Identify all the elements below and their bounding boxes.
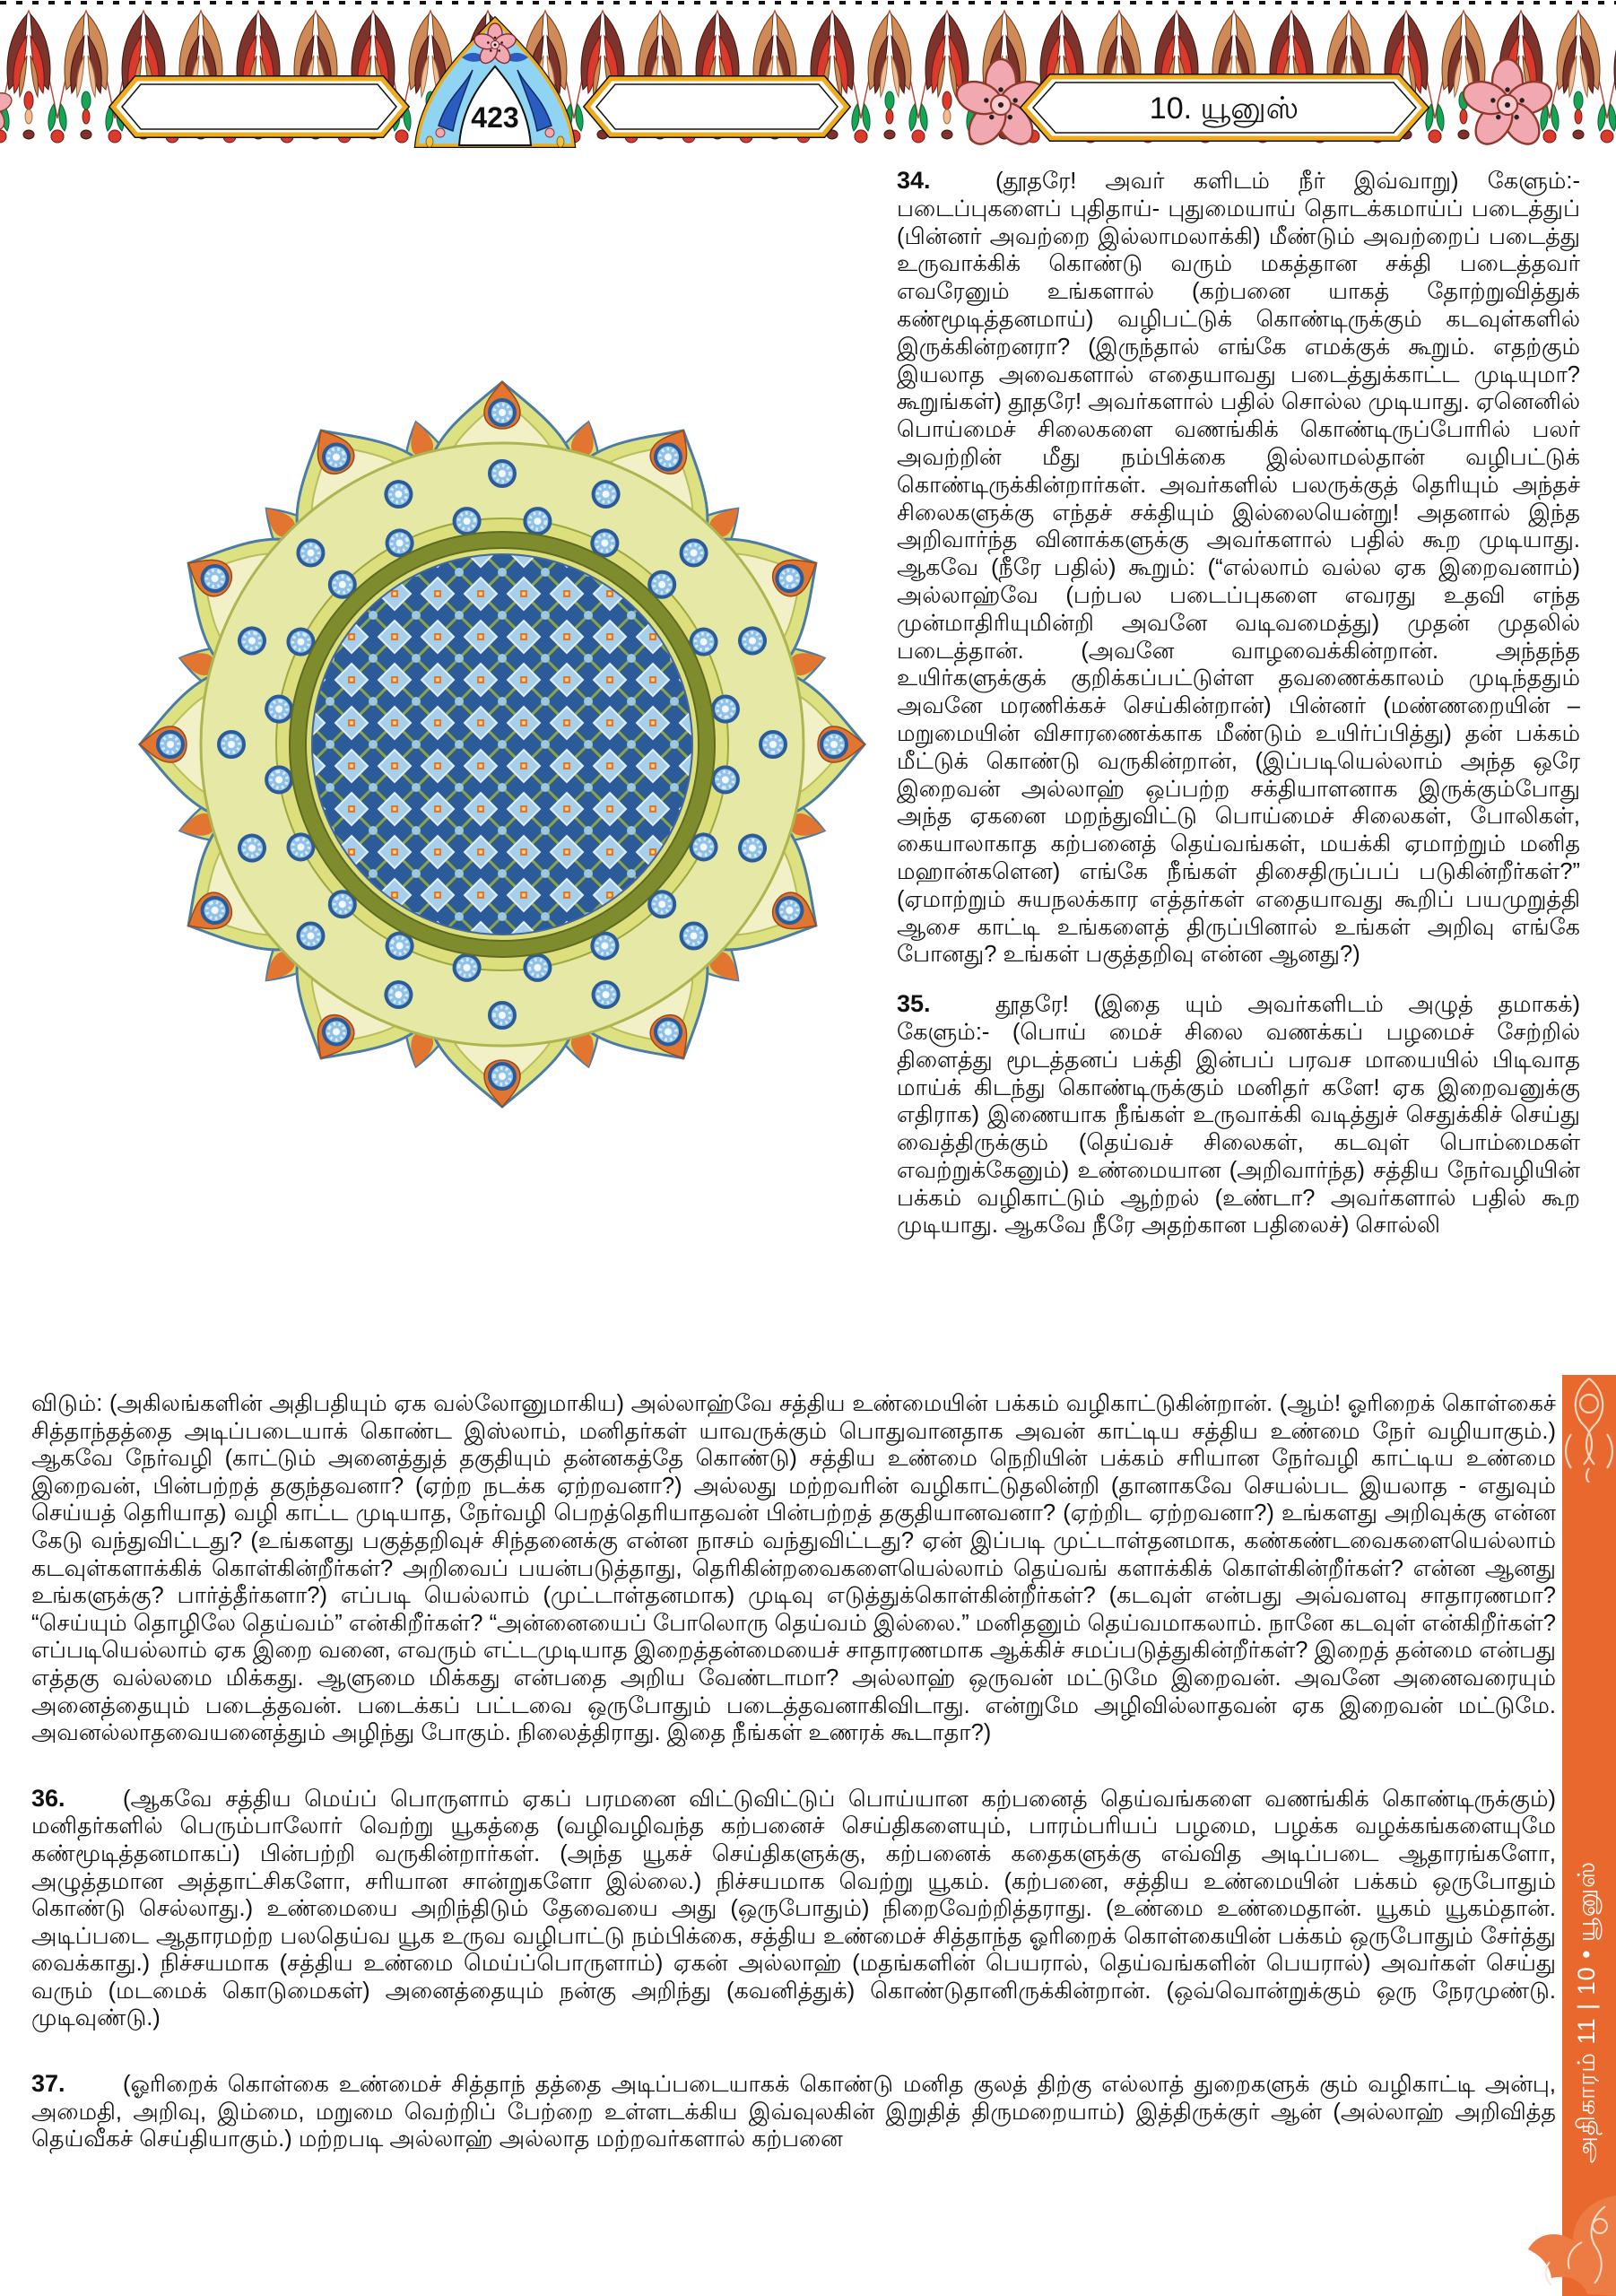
cartouche-surah-title (1024, 77, 1425, 138)
verse-35-text: தூதரே! (இதை யும் அவர்களிடம் அழுத் தமாகக்) கேளும்:- (பொய் மைச் சிலை வணக்கப் பழமைச் சேற்றில் திளைத்து மூடத்தனப் பக்தி இன்பப் பரவச மாயையில் பிடிவாத மாய்க் கிடந்து கொண்டிருக்கும் மனிதர் களே! ஏக இறைவனுக்கு எதிராக) இணையாக நீங்கள் உருவாக்கி வடித்துச் செதுக்கிச் செய்து வைத்திருக்கும் (தெய்வச் சிலைகள், கடவுள் பொம்மைகள் எவற்றுக்கேனும்) உண்மையான (அறிவார்ந்த) சத்திய நேர்வழியின் பக்கம் வழிகாட்டும் ஆற்றல் (உண்டா? அவர்களால் பதில் கூற முடியாது. ஆகவே நீரே அதற்கான பதிலைச்) சொல்லி (897, 992, 1580, 1239)
verse-34-number: 34. (897, 167, 931, 194)
sidebar-label-wrap (1562, 1823, 1616, 2200)
verse-37 (31, 2070, 1556, 2153)
geometric-lattice-center (312, 554, 692, 935)
verse-36-number: 36. (31, 1784, 65, 1812)
verse-36 (31, 1785, 1556, 2032)
verse-column (897, 167, 1580, 1261)
verse-34-text: (தூதரே! அவர் களிடம் நீர் இவ்வாறு) கேளும்:- படைப்புகளைப் புதிதாய்- புதுமையாய் தொடக்கமாய்ப் படைத்துப் (பின்னர் அவற்றை இல்லாமலாக்கி) மீண்டும் அவற்றைப் படைத்து உருவாக்கிக் கொண்டு வரும் மகத்தான சக்தி படைத்தவர் எவரேனும் உங்களால் (கற்பனை யாகத் தோற்றுவித்துக் கண்மூடித்தனமாய்) வழிபட்டுக் கொண்டிருக்கும் கடவுள்களில் இருக்கின்றனரா? (இருந்தால் எங்கே எமக்குக் கூறும். எதற்கும் இயலாத அவைகளால் எதையாவது படைத்துக்காட்ட முடியுமா? கூறுங்கள்) தூதரே! அவர்களால் பதில் சொல்ல முடியாது. ஏனெனில் பொய்மைச் சிலைகளை வணங்கிக் கொண்டிருப்போரில் பலர் அவற்றின் மீது நம்பிக்கை இல்லாமல்தான் வழிபட்டுக் கொண்டிருக்கின்றார்கள். அவர்களில் பலருக்குத் தெரியும் அந்தச் சிலைகளுக்கு எந்தச் சக்தியும் இல்லையென்று! அதனால் இந்த அறிவார்ந்த வினாக்களுக்கு அவர்களால் பதில் கூற முடியாது. ஆகவே (நீரே பதில்) கூறும்: (“எல்லாம் வல்ல ஏக இறைவனாம்) அல்லாஹ்வே (பற்பல படைப்புகளை எவரது உதவி எந்த முன்மாதிரியுமின்றி அவனே வடிவமைத்து) முதன் முதலில் படைத்தான். (அவனே வாழவைக்கின்றான். அந்தந்த உயிர்களுக்குக் குறிக்கப்பட்டுள்ள தவணைக்காலம் முடிந்ததும் அவனே மரணிக்கச் செய்கின்றான்) பின்னர் (மண்ணறையின் – மறுமையின் விசாரணைக்காக மீண்டும் உயிர்ப்பித்து) தன் பக்கம் மீட்டுக் கொண்டு வருகின்றான், (இப்படியெல்லாம் அந்த ஒரே இறைவன் அல்லாஹ் ஒப்பற்ற சக்தியாளனாக இருக்கும்போது அந்த ஏகனை மறந்துவிட்டு பொய்மைச் சிலைகள், போலிகள், கையாலாகாத கற்பனைத் தெய்வங்கள், மயக்கி ஏமாற்றும் மனித மஹான்களென) எங்கே நீங்கள் திசைதிருப்பப் படுகின்றீர்கள்?” (ஏமாற்றும் சுயநலக்கார எத்தர்கள் எதையாவது கூறிப் பயமுறுத்தி ஆசை காட்டி உங்களைத் திருப்பினால் உங்கள் அறிவு எங்கே போனது? உங்கள் பகுத்தறிவு என்ன ஆனது?) (897, 169, 1580, 968)
verse-37-number: 37. (31, 2070, 65, 2098)
verse-36-text: (ஆகவே சத்திய மெய்ப் பொருளாம் ஏகப் பரமனை விட்டுவிட்டுப் பொய்யான கற்பனைத் தெய்வங்களை வணங்கிக் கொண்டிருக்கும்) மனிதர்களில் பெரும்பாலோர் வெற்று யூகத்தை (வழிவழிவந்த கற்பனைச் செய்திகளையும், பாரம்பரியப் பழமை, பழக்க வழக்கங்களையுமே கண்மூடித்தனமாகப்) பின்பற்றி வருகின்றார்கள். (அந்த யூகச் செய்திகளுக்கு, கற்பனைக் கதைகளுக்கு எவ்வித அடிப்படை ஆதாரங்களோ, அழுத்தமான அத்தாட்சிகளோ, சரியான சான்றுகளோ இல்லை.) நிச்சயமாக வெற்று யூகம். (கற்பனை, சத்திய உண்மையின் பக்கம் ஒருபோதும் கொண்டு செல்லாது.) உண்மையை அறிந்திடும் தேவையை அது (ஒருபோதும்) நிறைவேற்றித்தராது. (உண்மை உண்மைதான். யூகம் யூகம்தான். அடிப்படை ஆதாரமற்ற பலதெய்வ யூக உருவ வழிபாட்டு நம்பிக்கை, சத்திய உண்மைச் சித்தாந்த ஓரிறைக் கொள்கையின் பக்கம் ஒருபோதும் சேர்த்து வைக்காது.) நிச்சயமாக (சத்திய உண்மை மெய்ப்பொருளாம்) ஏகன் அல்லாஹ் (மதங்களின் பெயரால், தெய்வங்களின் பெயரால்) அவர்கள் செய்து வரும் (மடமைக் கொடுமைகள்) அனைத்தையும் நன்கு அறிந்து (கவனித்துக்) கொண்டுதானிருக்கின்றான். (ஒவ்வொன்றுக்கும் ஒரு நேரமுண்டு. முடிவுண்டு.) (31, 1786, 1556, 2031)
cartouche-middle-empty (587, 79, 847, 135)
page-number: 423 (471, 101, 519, 134)
cartouche-left-empty (113, 79, 405, 135)
verse-34 (897, 167, 1580, 969)
verse-35-continuation: விடும்: (அகிலங்களின் அதிபதியும் ஏக வல்லோனுமாகிய) அல்லாஹ்வே சத்திய உண்மையின் பக்கம் வழிகாட்டுகின்றான். (ஆம்! ஓரிறைக் கொள்கைச் சித்தாந்தத்தை அடிப்படையாக் கொண்ட இஸ்லாம், மனிதர்கள் யாவருக்கும் பொதுவானதாக அவன் காட்டிய சத்திய உண்மை நேர் வழியாகும்.) ஆகவே நேர்வழி (காட்டும் அனைத்துத் தகுதியும் தன்னகத்தே கொண்டு) சத்திய உண்மை நெறியின் பக்கம் சரியான நேர்வழி காட்டிய உண்மை இறைவன், பின்பற்றத் தகுந்தவனா? (ஏற்ற நடக்க ஏற்றவனா?) அல்லது மற்றவரின் வழிகாட்டுதலின்றி (தானாகவே செயல்பட இயலாத - எதுவும் செய்யத் தெரியாத) வழி காட்ட முடியாத, நேர்வழி பெறத்தெரியாதவன் பின்பற்றத் தகுதியானவனா? (ஏற்றிட ஏற்றவனா?) உங்களது அறிவுக்கு என்ன கேடு வந்துவிட்டது? (உங்களது பகுத்தறிவுச் சிந்தனைக்கு என்ன நாசம் வந்துவிட்டது? ஏன் இப்படி முட்டாள்தனமாக, கண்கண்டவைகளையெல்லாம் கடவுள்களாக்கிக் கொள்கின்றீர்கள்? அறிவைப் பயன்படுத்தாது, தெரிகின்றவைகளையெல்லாம் தெய்வங் களாக்கிக் கொள்கின்றீர்கள்? என்ன ஆனது உங்களுக்கு? பார்த்தீர்களா?) எப்படி யெல்லாம் (முட்டாள்தனமாக) முடிவு எடுத்துக்கொள்கின்றீர்கள்? (கடவுள் என்பது அவ்வளவு சாதாரணமா? “செய்யும் தொழிலே தெய்வம்” என்கிறீர்கள்? “அன்னையைப் போலொரு தெய்வம் இல்லை.” மனிதனும் தெய்வமாகலாம். நானே கடவுள் என்கிறீர்கள்? எப்படியெல்லாம் ஏக இறை வனை, எவரும் எட்டமுடியாத இறைத்தன்மையைச் சாதாரணமாக ஆக்கிச் சமப்படுத்துகின்றீர்கள்? இறைத் தன்மை என்பது எத்தகு வல்லமை மிக்கது. ஆளுமை மிக்கது என்பதை அறிய வேண்டாமா? அல்லாஹ் ஒருவன் மட்டுமே இறைவன். அவனே அனைவரையும் அனைத்தையும் படைத்தவன். படைக்கப் பட்டவை ஒருபோதும் படைத்தவனாகிவிடாது. என்றுமே அழிவில்லாதவன் ஏக இறைவன் மட்டுமே. அவனல்லாதவையனைத்தும் அழிந்து போகும். நிலைத்திராது. இதை நீங்கள் உணரக் கூடாதா?) (31, 1391, 1556, 1746)
surah-title: 10. யூனுஸ் (1149, 91, 1299, 126)
verse-full-width-section (31, 1390, 1556, 2191)
verse-37-text: (ஓரிறைக் கொள்கை உண்மைச் சித்தாந் தத்தை அடிப்படையாகக் கொண்டு மனித குலத் திற்கு எல்லாத் துறைகளுக் கும் வழிகாட்டி அன்பு, அமைதி, அறிவு, இம்மை, மறுமை வெற்றிப் பேற்றை உள்ளடக்கிய இவ்வுலகின் இறுதித் திருமறையாம்) இத்திருக்குர் ஆன் (அல்லாஹ் அறிவித்த தெய்வீகச் செய்தியாகும்.) மற்றபடி அல்லாஹ் அல்லாத மற்றவர்களால் கற்பனை (31, 2072, 1556, 2152)
verse-35-number: 35. (897, 990, 931, 1018)
verse-35 (897, 990, 1580, 1239)
ornamental-top-border (0, 0, 1616, 152)
chapter-sidebar-strip (1562, 1375, 1616, 2296)
sidebar-chapter-label: அதிகாரம் 11 | 10 • யூனுஸ் (1573, 1860, 1601, 2163)
islamic-rosette-artwork (133, 375, 872, 1114)
sidebar-damask-top-icon (1562, 1375, 1616, 1483)
